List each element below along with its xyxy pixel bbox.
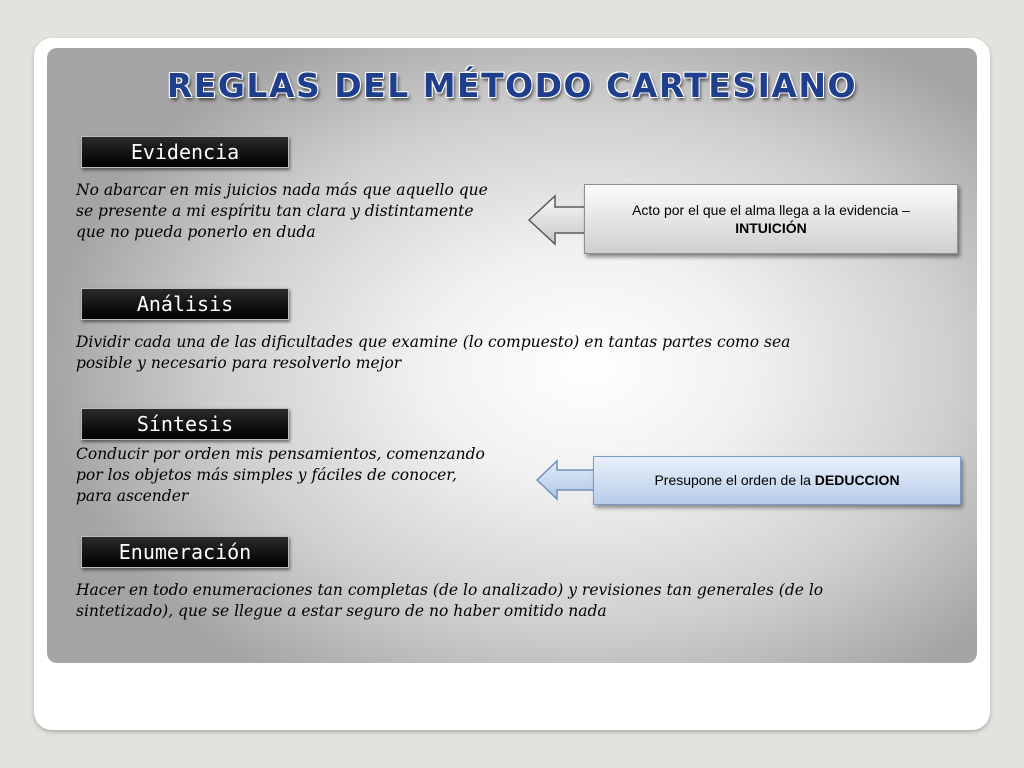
label-analisis: Análisis bbox=[81, 288, 289, 320]
rule-enumeracion-text: Hacer en todo enumeraciones tan completas (de lo analizado) y revisiones tan generales (de lo sintetizado), que se llegue a estar seguro de no haber omitido nada bbox=[76, 581, 824, 620]
label-enumeracion: Enumeración bbox=[81, 536, 289, 568]
callout-deduccion bbox=[593, 456, 961, 505]
slide-title: REGLAS DEL MÉTODO CARTESIANO bbox=[166, 66, 858, 105]
callout-deduccion-bold: DEDUCCION bbox=[814, 472, 900, 488]
callout-deduccion-text: Presupone el orden de la bbox=[654, 472, 815, 488]
callout-intuicion-bold: INTUICIÓN bbox=[735, 220, 807, 236]
label-evidencia: Evidencia bbox=[81, 136, 289, 168]
slide bbox=[47, 48, 977, 663]
rule-sintesis-text: Conducir por orden mis pensamientos, comenzando por los objetos más simples y fáciles de conocer, para ascender bbox=[76, 445, 485, 505]
left-arrow-icon bbox=[535, 459, 597, 501]
rule-analisis-text: Dividir cada una de las dificultades que examine (lo compuesto) en tantas partes como sea posible y necesario para resolverlo mejor bbox=[76, 333, 791, 372]
rule-evidencia-text: No abarcar en mis juicios nada más que aquello que se presente a mi espíritu tan clara y distintamente que no pueda ponerlo en duda bbox=[76, 181, 488, 241]
callout-intuicion bbox=[584, 184, 958, 254]
callout-intuicion-text: Acto por el que el alma llega a la evidencia – bbox=[632, 202, 910, 218]
left-arrow-icon bbox=[527, 194, 589, 246]
label-sintesis: Síntesis bbox=[81, 408, 289, 440]
